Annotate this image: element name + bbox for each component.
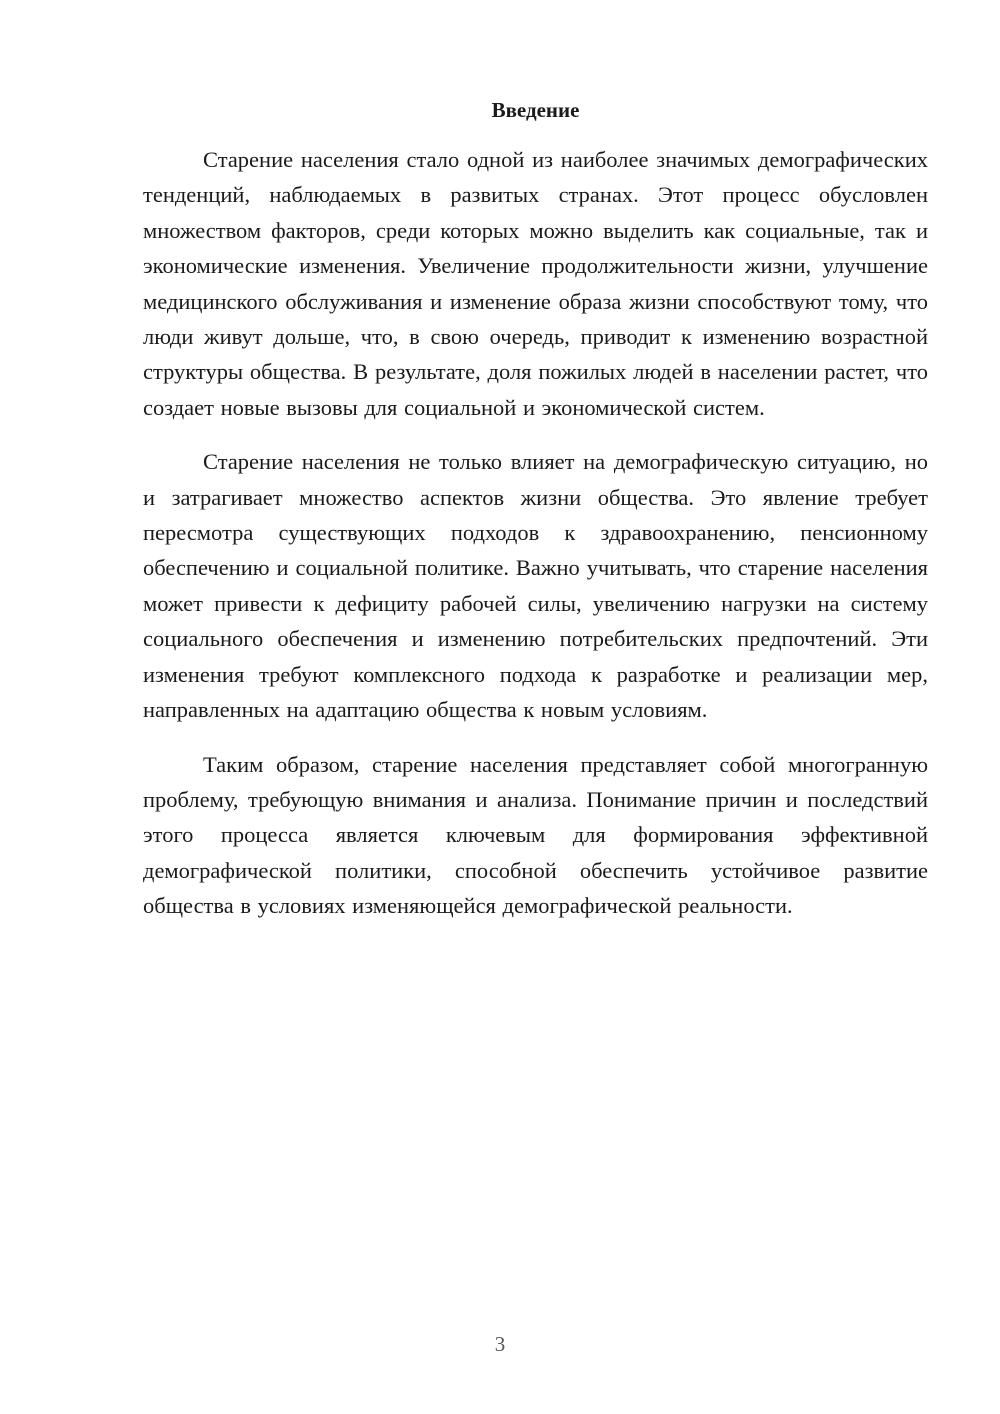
paragraph-3: Таким образом, старение населения представляет собой многогранную проблему, требующую внимания и анализа. Понимание причин и последствий этого процесса является ключевым для формирования эффективной демографической политики, способной обеспечить устойчивое развитие общества в условиях изменяющейся демографической реальности. bbox=[143, 751, 928, 919]
page-number: 3 bbox=[494, 1332, 506, 1356]
paragraph-1: Старение населения стало одной из наиболее значимых демографических тенденций, наблюдаемых в развитых странах. Этот процесс обусловлен множеством факторов, среди которых можно выделить как социальные, так и экономические изменения. Увеличение продолжительности жизни, улучшение медицинского обслуживания и изменение образа жизни способствуют тому, что люди живут дольше, что, в свою очередь, приводит к изменению возрастной структуры общества. В результате, доля пожилых людей в населении растет, что создает новые вызовы для социальной и экономической систем. bbox=[143, 147, 928, 420]
page-content bbox=[143, 93, 928, 943]
paragraph-2: Старение населения не только влияет на демографическую ситуацию, но и затрагивает множество аспектов жизни общества. Это явление требует пересмотра существующих подходов к здравоохранению, пенсионному обеспечению и социальной политике. Важно учитывать, что старение населения может привести к дефициту рабочей силы, увеличению нагрузки на систему социального обеспечения и изменению потребительских предпочтений. Эти изменения требуют комплексного подхода к разработке и реализации мер, направленных на адаптацию общества к новым условиям. bbox=[143, 449, 928, 723]
section-heading: Введение bbox=[491, 98, 580, 122]
